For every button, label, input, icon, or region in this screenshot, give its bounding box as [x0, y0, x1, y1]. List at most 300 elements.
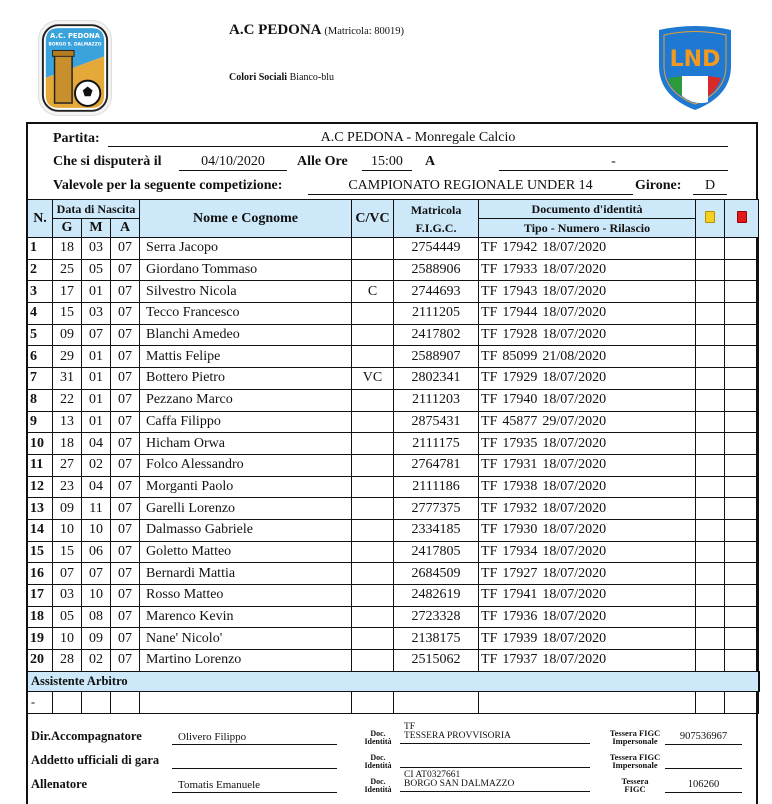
player-name: Mattis Felipe	[140, 346, 352, 368]
document-date: 18/07/2020	[542, 457, 607, 473]
col-header-name: Nome e Cognome	[140, 200, 352, 238]
red-card-cell[interactable]	[725, 476, 759, 498]
tessera-label-line: Tessera FIGC	[609, 752, 661, 762]
birth-year: 07	[111, 281, 140, 303]
birth-year: 07	[111, 585, 140, 607]
captain-flag	[352, 628, 394, 650]
captain-flag	[352, 585, 394, 607]
identity-document	[479, 519, 696, 541]
captain-flag	[352, 650, 394, 672]
player-row	[28, 303, 759, 325]
lnd-shield-icon	[655, 22, 735, 112]
birth-day: 10	[53, 519, 82, 541]
birth-year: 07	[111, 606, 140, 628]
tessera-label-line: Impersonale	[612, 736, 658, 746]
yellow-card-cell[interactable]	[696, 368, 725, 390]
red-card-icon	[737, 211, 747, 223]
tessera-label-line: FIGC	[624, 784, 646, 794]
birth-month: 08	[82, 606, 111, 628]
document-num: 17940	[502, 392, 538, 408]
document-num: 45877	[502, 413, 538, 429]
red-card-cell[interactable]	[725, 628, 759, 650]
figc-matricola: 2875431	[394, 411, 479, 433]
assistant-document-cell[interactable]	[479, 691, 696, 713]
document-date: 18/07/2020	[542, 630, 607, 646]
yellow-card-cell[interactable]	[696, 498, 725, 520]
birth-month: 01	[82, 368, 111, 390]
identity-document	[479, 368, 696, 390]
assistant-name-cell[interactable]	[140, 691, 352, 713]
identity-document	[479, 259, 696, 281]
birth-year: 07	[111, 433, 140, 455]
document-num: 17932	[502, 500, 538, 516]
red-card-cell[interactable]	[725, 433, 759, 455]
document-num: 17941	[502, 587, 538, 603]
red-card-cell[interactable]	[725, 563, 759, 585]
figc-matricola: 2482619	[394, 585, 479, 607]
staff-name-field[interactable]	[172, 754, 337, 769]
document-type: TF	[481, 652, 498, 668]
document-type: TF	[481, 587, 498, 603]
birth-month: 02	[82, 454, 111, 476]
captain-flag: VC	[352, 368, 394, 390]
player-number: 20	[28, 650, 53, 672]
player-name: Silvestro Nicola	[140, 281, 352, 303]
birth-month: 07	[82, 563, 111, 585]
doc-identity-field[interactable]	[400, 747, 590, 768]
doc-identity-label-line: Identità	[364, 785, 392, 794]
red-card-cell[interactable]	[725, 259, 759, 281]
assistant-cvc-cell[interactable]	[352, 691, 394, 713]
col-header-yellow-card	[696, 200, 725, 238]
figc-matricola: 2111203	[394, 389, 479, 411]
document-type: TF	[481, 500, 498, 516]
document-num: 17938	[502, 478, 538, 494]
document-type: TF	[481, 413, 498, 429]
tessera-figc-field[interactable]: 907536967	[665, 730, 742, 745]
player-number: 8	[28, 389, 53, 411]
captain-flag	[352, 238, 394, 260]
yellow-card-cell[interactable]	[696, 454, 725, 476]
player-row	[28, 368, 759, 390]
competition-label: Valevole per la seguente competizione:	[53, 178, 283, 193]
club-name: A.C PEDONA	[229, 22, 321, 38]
captain-flag	[352, 259, 394, 281]
identity-document	[479, 303, 696, 325]
figc-matricola: 2417805	[394, 541, 479, 563]
figc-matricola: 2334185	[394, 519, 479, 541]
red-card-cell[interactable]	[725, 585, 759, 607]
document-type: TF	[481, 543, 498, 559]
player-number: 15	[28, 541, 53, 563]
yellow-card-cell[interactable]	[696, 238, 725, 260]
date-label: Che si disputerà il	[53, 154, 162, 169]
red-card-cell[interactable]	[725, 519, 759, 541]
birth-day: 27	[53, 454, 82, 476]
player-number: 2	[28, 259, 53, 281]
identity-document	[479, 606, 696, 628]
doc-identity-field[interactable]	[400, 771, 590, 792]
document-num: 17942	[502, 240, 538, 256]
birth-year: 07	[111, 650, 140, 672]
assistant-year-cell[interactable]	[111, 691, 140, 713]
col-header-day: G	[53, 219, 82, 238]
doc-identity-label-line: Identità	[364, 761, 392, 770]
birth-day: 09	[53, 498, 82, 520]
captain-flag	[352, 606, 394, 628]
identity-document	[479, 411, 696, 433]
yellow-card-cell[interactable]	[696, 281, 725, 303]
player-name: Martino Lorenzo	[140, 650, 352, 672]
captain-flag	[352, 541, 394, 563]
col-header-document: Documento d'identità	[479, 200, 696, 219]
col-header-year: A	[111, 219, 140, 238]
identity-document	[479, 541, 696, 563]
girone-field[interactable]: D	[693, 178, 727, 195]
player-name: Morganti Paolo	[140, 476, 352, 498]
club-colors-label: Colori Sociali	[229, 72, 288, 83]
red-card-cell[interactable]	[725, 368, 759, 390]
birth-day: 07	[53, 563, 82, 585]
figc-matricola: 2515062	[394, 650, 479, 672]
yellow-card-cell[interactable]	[696, 324, 725, 346]
document-num: 17944	[502, 305, 538, 321]
captain-flag	[352, 519, 394, 541]
document-type: TF	[481, 457, 498, 473]
red-card-cell[interactable]	[725, 389, 759, 411]
birth-year: 07	[111, 519, 140, 541]
identity-document	[479, 498, 696, 520]
player-name: Caffa Filippo	[140, 411, 352, 433]
birth-day: 18	[53, 433, 82, 455]
birth-day: 03	[53, 585, 82, 607]
document-num: 17935	[502, 435, 538, 451]
document-type: TF	[481, 305, 498, 321]
competition-field[interactable]: CAMPIONATO REGIONALE UNDER 14	[308, 178, 633, 195]
player-name: Folco Alessandro	[140, 454, 352, 476]
col-header-red-card	[725, 200, 759, 238]
red-card-cell[interactable]	[725, 454, 759, 476]
birth-year: 07	[111, 476, 140, 498]
red-card-cell[interactable]	[725, 346, 759, 368]
yellow-card-cell[interactable]	[696, 476, 725, 498]
document-type: TF	[481, 240, 498, 256]
player-row	[28, 411, 759, 433]
yellow-card-cell[interactable]	[696, 303, 725, 325]
birth-year: 07	[111, 259, 140, 281]
red-card-cell[interactable]	[725, 541, 759, 563]
col-header-captain: C/VC	[352, 200, 394, 238]
player-row	[28, 281, 759, 303]
player-name: Serra Jacopo	[140, 238, 352, 260]
birth-year: 07	[111, 411, 140, 433]
document-date: 18/07/2020	[542, 543, 607, 559]
birth-month: 01	[82, 389, 111, 411]
figc-matricola: 2111175	[394, 433, 479, 455]
red-card-cell[interactable]	[725, 411, 759, 433]
assistant-matricola-cell[interactable]	[394, 691, 479, 713]
identity-document	[479, 628, 696, 650]
player-number: 3	[28, 281, 53, 303]
player-number: 5	[28, 324, 53, 346]
identity-document	[479, 650, 696, 672]
lnd-logo-text: LND	[669, 47, 721, 72]
player-row	[28, 476, 759, 498]
birth-month: 01	[82, 281, 111, 303]
player-name: Giordano Tommaso	[140, 259, 352, 281]
document-num: 17928	[502, 327, 538, 343]
doc-identity-field[interactable]	[400, 723, 590, 744]
document-date: 18/07/2020	[542, 262, 607, 278]
player-row	[28, 606, 759, 628]
birth-day: 31	[53, 368, 82, 390]
roster-table	[27, 199, 760, 714]
staff-role-label: Addetto ufficiali di gara	[31, 753, 160, 767]
identity-document	[479, 346, 696, 368]
birth-month: 04	[82, 433, 111, 455]
player-name: Bottero Pietro	[140, 368, 352, 390]
document-date: 18/07/2020	[542, 305, 607, 321]
birth-day: 23	[53, 476, 82, 498]
document-date: 18/07/2020	[542, 392, 607, 408]
player-name: Garelli Lorenzo	[140, 498, 352, 520]
time-label: Alle Ore	[297, 154, 348, 169]
player-number: 10	[28, 433, 53, 455]
staff-name-field[interactable]: Olivero Filippo	[172, 730, 337, 745]
date-field[interactable]: 04/10/2020	[179, 154, 287, 171]
time-field[interactable]: 15:00	[362, 154, 412, 171]
document-type: TF	[481, 435, 498, 451]
figc-matricola: 2754449	[394, 238, 479, 260]
yellow-card-cell[interactable]	[696, 606, 725, 628]
tessera-figc-label	[600, 753, 670, 769]
red-card-cell[interactable]	[725, 238, 759, 260]
birth-month: 10	[82, 585, 111, 607]
player-row	[28, 454, 759, 476]
yellow-card-cell[interactable]	[696, 411, 725, 433]
doc-identity-line: TESSERA PROVVISORIA	[404, 731, 511, 741]
doc-identity-label-line: Doc.	[370, 729, 386, 738]
identity-document	[479, 585, 696, 607]
identity-document	[479, 433, 696, 455]
player-name: Blanchi Amedeo	[140, 324, 352, 346]
staff-role-label: Dir.Accompagnatore	[31, 729, 142, 743]
crest-subtext: BORGO S. DALMAZZO	[48, 42, 102, 48]
birth-day: 09	[53, 324, 82, 346]
captain-flag	[352, 389, 394, 411]
figc-matricola: 2723328	[394, 606, 479, 628]
player-number: 7	[28, 368, 53, 390]
birth-year: 07	[111, 563, 140, 585]
assistant-month-cell[interactable]	[82, 691, 111, 713]
yellow-card-cell[interactable]	[696, 541, 725, 563]
staff-name-field[interactable]: Tomatis Emanuele	[172, 778, 337, 793]
captain-flag	[352, 324, 394, 346]
red-card-cell[interactable]	[725, 281, 759, 303]
document-date: 18/07/2020	[542, 240, 607, 256]
identity-document	[479, 324, 696, 346]
birth-day: 25	[53, 259, 82, 281]
player-name: Rosso Matteo	[140, 585, 352, 607]
player-number: 11	[28, 454, 53, 476]
player-number: 12	[28, 476, 53, 498]
document-date: 18/07/2020	[542, 565, 607, 581]
yellow-card-cell[interactable]	[696, 650, 725, 672]
col-header-matricola	[394, 200, 479, 238]
player-number: 4	[28, 303, 53, 325]
doc-identity-label	[358, 778, 398, 794]
red-card-cell[interactable]	[725, 606, 759, 628]
document-date: 18/07/2020	[542, 370, 607, 386]
player-row	[28, 585, 759, 607]
girone-label: Girone:	[635, 178, 682, 193]
document-date: 18/07/2020	[542, 609, 607, 625]
yellow-card-cell[interactable]	[696, 259, 725, 281]
figc-matricola: 2588906	[394, 259, 479, 281]
figc-matricola: 2777375	[394, 498, 479, 520]
birth-month: 01	[82, 346, 111, 368]
tessera-label-line: Tessera	[621, 776, 649, 786]
birth-year: 07	[111, 238, 140, 260]
col-header-number: N.	[28, 200, 53, 238]
assistant-day-cell[interactable]	[53, 691, 82, 713]
identity-document	[479, 454, 696, 476]
staff-role-label: Allenatore	[31, 777, 88, 791]
document-num: 17930	[502, 522, 538, 538]
player-name: Nane' Nicolo'	[140, 628, 352, 650]
identity-document	[479, 281, 696, 303]
document-type: TF	[481, 522, 498, 538]
captain-flag	[352, 433, 394, 455]
document-type: TF	[481, 565, 498, 581]
document-date: 18/07/2020	[542, 435, 607, 451]
document-type: TF	[481, 370, 498, 386]
player-name: Tecco Francesco	[140, 303, 352, 325]
figc-matricola: 2764781	[394, 454, 479, 476]
yellow-card-cell[interactable]	[696, 346, 725, 368]
yellow-card-cell[interactable]	[696, 519, 725, 541]
birth-year: 07	[111, 324, 140, 346]
assistant-referee-row	[28, 691, 759, 713]
club-matricola: (Matricola: 80019)	[324, 26, 405, 37]
birth-month: 09	[82, 628, 111, 650]
birth-month: 07	[82, 324, 111, 346]
identity-document	[479, 476, 696, 498]
captain-flag	[352, 498, 394, 520]
captain-flag	[352, 411, 394, 433]
tessera-figc-label	[600, 729, 670, 745]
tessera-figc-field[interactable]	[665, 754, 742, 769]
player-number: 9	[28, 411, 53, 433]
player-name: Goletto Matteo	[140, 541, 352, 563]
document-date: 18/07/2020	[542, 587, 607, 603]
document-date: 18/07/2020	[542, 283, 607, 299]
club-colors-value: Bianco-blu	[289, 72, 334, 83]
birth-year: 07	[111, 303, 140, 325]
figc-matricola: 2417802	[394, 324, 479, 346]
red-card-cell[interactable]	[725, 324, 759, 346]
player-number: 6	[28, 346, 53, 368]
document-date: 18/07/2020	[542, 500, 607, 516]
tessera-label-line: Impersonale	[612, 760, 658, 770]
birth-day: 10	[53, 628, 82, 650]
birth-month: 01	[82, 411, 111, 433]
player-row	[28, 498, 759, 520]
birth-year: 07	[111, 454, 140, 476]
document-date: 18/07/2020	[542, 478, 607, 494]
captain-flag	[352, 476, 394, 498]
birth-day: 05	[53, 606, 82, 628]
yellow-card-cell[interactable]	[696, 628, 725, 650]
document-num: 17933	[502, 262, 538, 278]
yellow-card-cell[interactable]	[696, 585, 725, 607]
venue-label: A	[425, 154, 436, 169]
doc-identity-label-line: Doc.	[370, 777, 386, 786]
assistant-number: -	[28, 691, 53, 713]
birth-day: 29	[53, 346, 82, 368]
document-num: 17929	[502, 370, 538, 386]
doc-identity-line: BORGO SAN DALMAZZO	[404, 779, 515, 789]
document-type: TF	[481, 262, 498, 278]
player-number: 14	[28, 519, 53, 541]
red-card-cell[interactable]	[725, 303, 759, 325]
yellow-card-cell[interactable]	[696, 433, 725, 455]
venue-field[interactable]: -	[499, 154, 728, 171]
partita-label: Partita:	[53, 131, 100, 146]
red-card-cell[interactable]	[725, 498, 759, 520]
birth-day: 15	[53, 303, 82, 325]
captain-flag	[352, 346, 394, 368]
document-num: 17936	[502, 609, 538, 625]
birth-year: 07	[111, 389, 140, 411]
player-row	[28, 541, 759, 563]
document-num: 17937	[502, 652, 538, 668]
figc-matricola: 2111205	[394, 303, 479, 325]
birth-day: 17	[53, 281, 82, 303]
document-type: TF	[481, 609, 498, 625]
partita-field[interactable]: A.C PEDONA - Monregale Calcio	[108, 130, 728, 147]
red-card-cell[interactable]	[725, 650, 759, 672]
doc-identity-label	[358, 730, 398, 746]
player-name: Bernardi Mattia	[140, 563, 352, 585]
document-type: TF	[481, 630, 498, 646]
player-name: Dalmasso Gabriele	[140, 519, 352, 541]
yellow-card-cell[interactable]	[696, 389, 725, 411]
identity-document	[479, 238, 696, 260]
player-row	[28, 259, 759, 281]
document-type: TF	[481, 392, 498, 408]
document-date: 18/07/2020	[542, 522, 607, 538]
birth-year: 07	[111, 346, 140, 368]
col-header-matricola-line1: Matricola	[410, 202, 462, 217]
birth-day: 13	[53, 411, 82, 433]
document-num: 17931	[502, 457, 538, 473]
birth-year: 07	[111, 541, 140, 563]
yellow-card-cell[interactable]	[696, 563, 725, 585]
player-row	[28, 650, 759, 672]
identity-document	[479, 389, 696, 411]
doc-identity-line: CI AT0327661	[404, 770, 461, 780]
figc-matricola: 2588907	[394, 346, 479, 368]
player-number: 13	[28, 498, 53, 520]
player-row	[28, 389, 759, 411]
document-date: 18/07/2020	[542, 327, 607, 343]
birth-year: 07	[111, 498, 140, 520]
assistant-red-cell[interactable]	[725, 691, 759, 713]
assistant-yellow-cell[interactable]	[696, 691, 725, 713]
tessera-figc-field[interactable]: 106260	[665, 778, 742, 793]
document-date: 21/08/2020	[542, 348, 607, 364]
